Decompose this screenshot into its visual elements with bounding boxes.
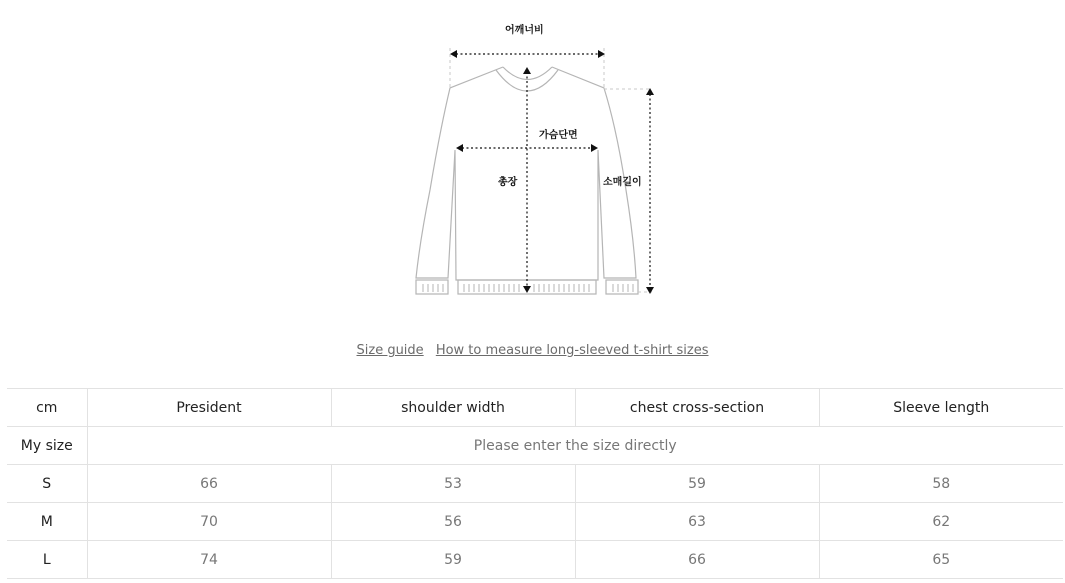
size-label: L [7,541,87,579]
value-cell: 66 [575,541,819,579]
value-cell: 74 [87,541,331,579]
size-table [7,388,1063,579]
size-guide-link[interactable]: Size guide [356,343,424,358]
total-length-label: 총장 [498,177,518,188]
my-size-label: My size [7,427,87,465]
size-label: S [7,465,87,503]
value-cell: 58 [819,465,1063,503]
header-sleeve: Sleeve length [819,389,1063,427]
header-shoulder-width: shoulder width [331,389,575,427]
my-size-row [7,427,1063,465]
header-chest: chest cross-section [575,389,819,427]
table-row [7,541,1063,579]
value-cell: 62 [819,503,1063,541]
header-president: President [87,389,331,427]
header-unit: cm [7,389,87,427]
value-cell: 65 [819,541,1063,579]
value-cell: 59 [575,465,819,503]
chest-label: 가슴단면 [539,130,578,141]
table-row [7,503,1063,541]
value-cell: 63 [575,503,819,541]
value-cell: 53 [331,465,575,503]
how-to-measure-link[interactable]: How to measure long-sleeved t-shirt sizes [435,343,709,358]
sleeve-length-label: 소매길이 [603,177,642,188]
shoulder-width-label: 어깨너비 [505,25,544,36]
table-header-row [7,389,1063,427]
value-cell: 56 [331,503,575,541]
value-cell: 70 [87,503,331,541]
size-label: M [7,503,87,541]
guide-links [0,343,1065,358]
table-row [7,465,1063,503]
value-cell: 66 [87,465,331,503]
value-cell: 59 [331,541,575,579]
my-size-input[interactable]: Please enter the size directly [87,427,1063,465]
